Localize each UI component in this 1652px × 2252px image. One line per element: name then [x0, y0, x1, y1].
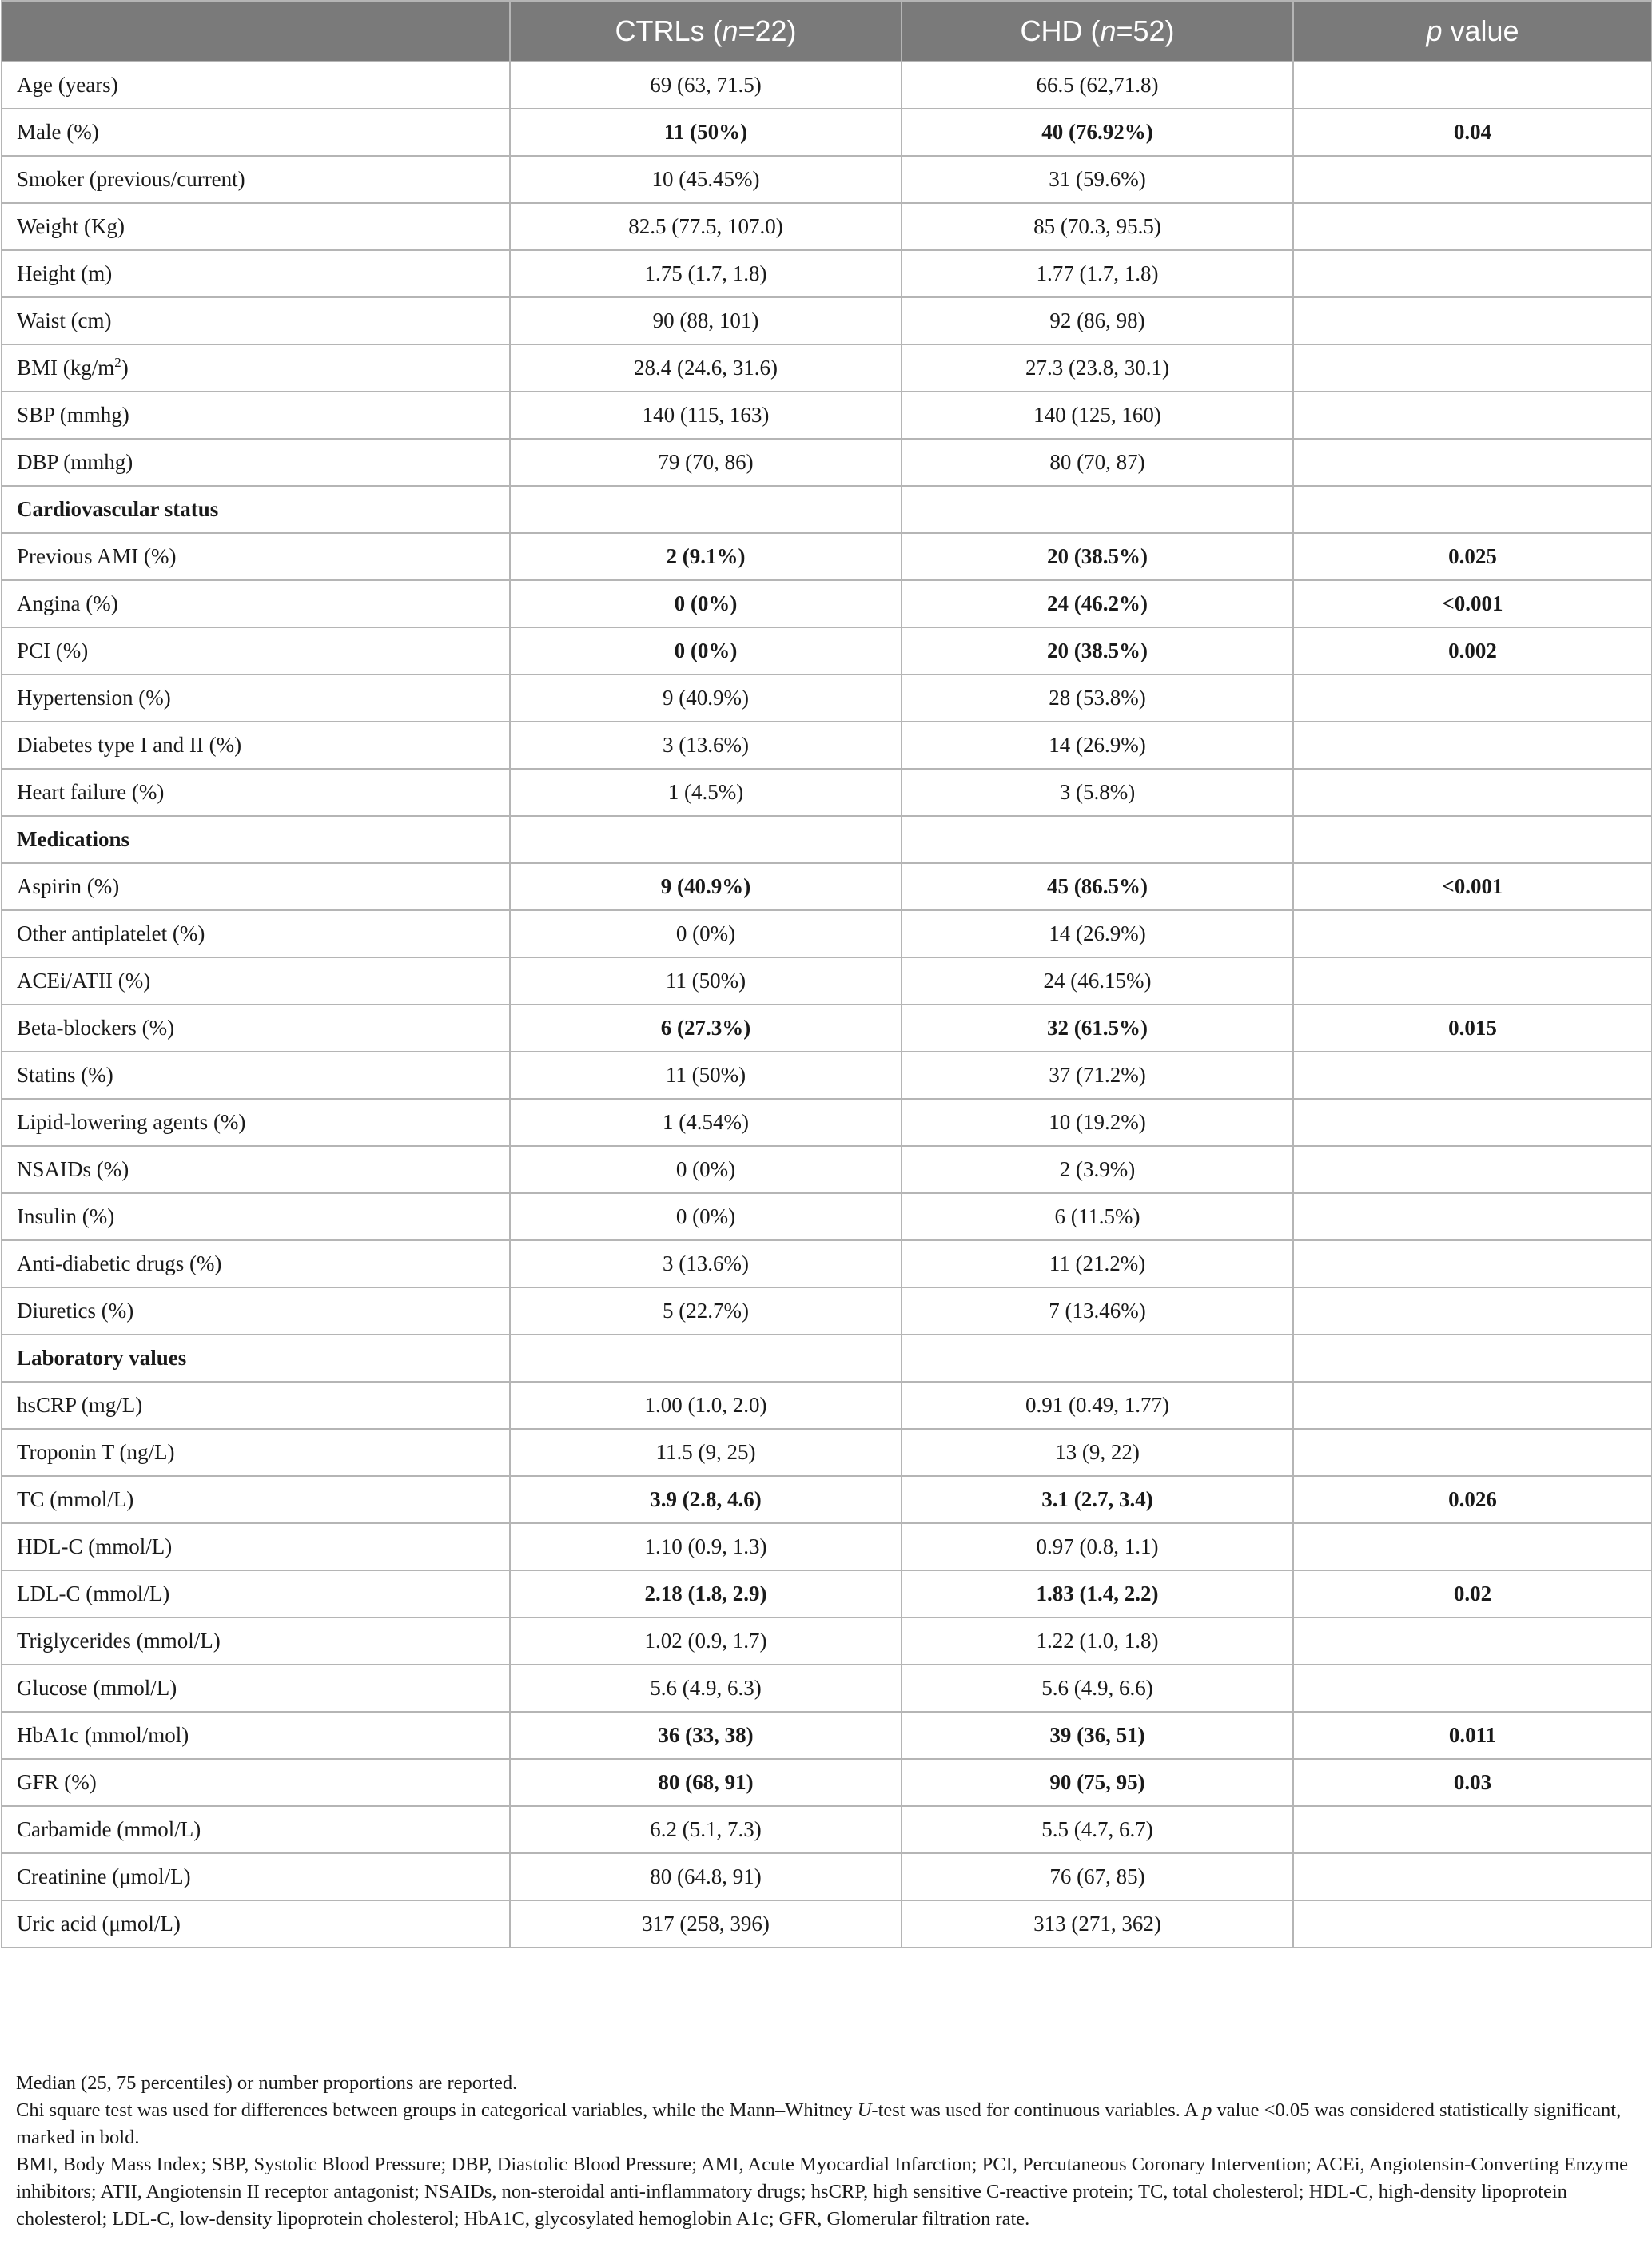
p-value: [1293, 1617, 1652, 1665]
p-value: [1293, 297, 1652, 344]
ctrl-value: 317 (258, 396): [510, 1900, 902, 1948]
chd-value: 90 (75, 95): [902, 1759, 1293, 1806]
table-row: [2, 1052, 1652, 1099]
p-value: [1293, 722, 1652, 769]
p-value: [1293, 816, 1652, 863]
p-value: [1293, 1099, 1652, 1146]
ctrl-value: 3 (13.6%): [510, 722, 902, 769]
table-row: [2, 1900, 1652, 1948]
row-label: Height (m): [2, 250, 510, 297]
chd-value: 20 (38.5%): [902, 627, 1293, 674]
header-chd: [902, 1, 1293, 62]
chd-value: 3 (5.8%): [902, 769, 1293, 816]
footnote-tests-u: U: [857, 2099, 872, 2121]
chd-value: 1.77 (1.7, 1.8): [902, 250, 1293, 297]
table-footnotes: [16, 2070, 1646, 2233]
ctrl-value: 1.75 (1.7, 1.8): [510, 250, 902, 297]
ctrl-value: 11 (50%): [510, 109, 902, 156]
ctrl-value: [510, 1335, 902, 1382]
ctrl-value: 0 (0%): [510, 580, 902, 627]
header-chd-prefix: CHD (: [1020, 14, 1101, 47]
table-row: [2, 1759, 1652, 1806]
row-label: Angina (%): [2, 580, 510, 627]
p-value: [1293, 1806, 1652, 1853]
table-row: [2, 1146, 1652, 1193]
chd-value: 37 (71.2%): [902, 1052, 1293, 1099]
footnote-median: Median (25, 75 percentiles) or number proportions are reported.: [16, 2072, 518, 2094]
ctrl-value: 10 (45.45%): [510, 156, 902, 203]
ctrl-value: [510, 816, 902, 863]
table-row: [2, 439, 1652, 486]
p-value: <0.001: [1293, 863, 1652, 910]
chd-value: 66.5 (62,71.8): [902, 62, 1293, 109]
chd-value: 80 (70, 87): [902, 439, 1293, 486]
row-label: LDL-C (mmol/L): [2, 1570, 510, 1617]
chd-value: 14 (26.9%): [902, 910, 1293, 957]
p-value: <0.001: [1293, 580, 1652, 627]
row-label: Waist (cm): [2, 297, 510, 344]
table-row: [2, 1570, 1652, 1617]
header-p-italic: p: [1426, 14, 1443, 47]
table-row: [2, 62, 1652, 109]
p-value: 0.04: [1293, 109, 1652, 156]
header-p-value: [1293, 1, 1652, 62]
table-row: [2, 297, 1652, 344]
p-value: [1293, 769, 1652, 816]
footnote-tests-c: value <0.05 was considered statistically significant, marked in bold.: [16, 2099, 1622, 2148]
p-value: 0.025: [1293, 533, 1652, 580]
ctrl-value: 5 (22.7%): [510, 1287, 902, 1335]
p-value: [1293, 1382, 1652, 1429]
row-label: Uric acid (μmol/L): [2, 1900, 510, 1948]
ctrl-value: 79 (70, 86): [510, 439, 902, 486]
row-label: Aspirin (%): [2, 863, 510, 910]
p-value: [1293, 250, 1652, 297]
table-row: [2, 109, 1652, 156]
row-label: PCI (%): [2, 627, 510, 674]
p-value: 0.02: [1293, 1570, 1652, 1617]
p-value: [1293, 1665, 1652, 1712]
footnote-abbreviations: BMI, Body Mass Index; SBP, Systolic Blood Pressure; DBP, Diastolic Blood Pressure; AMI, Acute Myocardial Infarction; PCI, Percutaneous Coronary Intervention; ACEi, Angiotensin-Converting Enzyme inhibitors; ATII, Angiotensin II receptor antagonist; NSAIDs, non-steroidal anti-inflammatory drugs; hsCRP, high sensitive C-reactive protein; TC, total cholesterol; HDL-C, high-density lipoprotein cholesterol; LDL-C, low-density lipoprotein cholesterol; HbA1C, glycosylated hemoglobin A1c; GFR, Glomerular filtration rate.: [16, 2154, 1628, 2230]
row-label: Diabetes type I and II (%): [2, 722, 510, 769]
p-value: [1293, 1146, 1652, 1193]
table-row: [2, 1476, 1652, 1523]
table-row: [2, 392, 1652, 439]
p-value: [1293, 674, 1652, 722]
row-label: Glucose (mmol/L): [2, 1665, 510, 1712]
table-header-row: [2, 1, 1652, 62]
row-label: Diuretics (%): [2, 1287, 510, 1335]
chd-value: 10 (19.2%): [902, 1099, 1293, 1146]
ctrl-value: 69 (63, 71.5): [510, 62, 902, 109]
table-row: [2, 910, 1652, 957]
chd-value: 27.3 (23.8, 30.1): [902, 344, 1293, 392]
chd-value: 1.83 (1.4, 2.2): [902, 1570, 1293, 1617]
row-label: Insulin (%): [2, 1193, 510, 1240]
ctrl-value: 1.10 (0.9, 1.3): [510, 1523, 902, 1570]
p-value: [1293, 156, 1652, 203]
ctrl-value: 1 (4.5%): [510, 769, 902, 816]
ctrl-value: 6 (27.3%): [510, 1005, 902, 1052]
header-chd-suffix: =52): [1116, 14, 1175, 47]
table-row: [2, 722, 1652, 769]
p-value: [1293, 1523, 1652, 1570]
header-ctrls-suffix: =22): [738, 14, 797, 47]
row-label: [2, 344, 510, 392]
chd-value: 13 (9, 22): [902, 1429, 1293, 1476]
ctrl-value: 9 (40.9%): [510, 863, 902, 910]
ctrl-value: 140 (115, 163): [510, 392, 902, 439]
table-row: [2, 1382, 1652, 1429]
row-label: Weight (Kg): [2, 203, 510, 250]
ctrl-value: 1.00 (1.0, 2.0): [510, 1382, 902, 1429]
footnote-tests-p: p: [1202, 2099, 1212, 2121]
table-row: [2, 580, 1652, 627]
ctrl-value: 2.18 (1.8, 2.9): [510, 1570, 902, 1617]
header-variable: [2, 1, 510, 62]
p-value: [1293, 439, 1652, 486]
baseline-characteristics-table: [1, 0, 1652, 1948]
chd-value: 0.97 (0.8, 1.1): [902, 1523, 1293, 1570]
chd-value: 45 (86.5%): [902, 863, 1293, 910]
p-value: 0.03: [1293, 1759, 1652, 1806]
p-value: [1293, 1193, 1652, 1240]
row-label: Laboratory values: [2, 1335, 510, 1382]
table-row: [2, 250, 1652, 297]
p-value: [1293, 392, 1652, 439]
ctrl-value: 0 (0%): [510, 627, 902, 674]
table-row: [2, 533, 1652, 580]
table-row: [2, 863, 1652, 910]
table-row: [2, 1193, 1652, 1240]
row-label: Heart failure (%): [2, 769, 510, 816]
ctrl-value: 36 (33, 38): [510, 1712, 902, 1759]
row-label: HbA1c (mmol/mol): [2, 1712, 510, 1759]
row-label: GFR (%): [2, 1759, 510, 1806]
chd-value: 5.5 (4.7, 6.7): [902, 1806, 1293, 1853]
chd-value: 1.22 (1.0, 1.8): [902, 1617, 1293, 1665]
table-row: [2, 627, 1652, 674]
ctrl-value: 0 (0%): [510, 1146, 902, 1193]
row-label: SBP (mmhg): [2, 392, 510, 439]
row-label: hsCRP (mg/L): [2, 1382, 510, 1429]
ctrl-value: 82.5 (77.5, 107.0): [510, 203, 902, 250]
table-row: [2, 1240, 1652, 1287]
footnote-tests-b: -test was used for continuous variables. A: [871, 2099, 1203, 2121]
ctrl-value: 9 (40.9%): [510, 674, 902, 722]
row-label: ACEi/ATII (%): [2, 957, 510, 1005]
table-row: [2, 1712, 1652, 1759]
p-value: [1293, 486, 1652, 533]
row-label: Other antiplatelet (%): [2, 910, 510, 957]
header-ctrls: [510, 1, 902, 62]
table-row: [2, 1806, 1652, 1853]
table-row: [2, 344, 1652, 392]
p-value: [1293, 203, 1652, 250]
ctrl-value: 11 (50%): [510, 1052, 902, 1099]
row-label: Male (%): [2, 109, 510, 156]
ctrl-value: 0 (0%): [510, 1193, 902, 1240]
row-label: Smoker (previous/current): [2, 156, 510, 203]
table-row: [2, 1853, 1652, 1900]
table-row: [2, 674, 1652, 722]
p-value: [1293, 1240, 1652, 1287]
chd-value: 85 (70.3, 95.5): [902, 203, 1293, 250]
footnote-tests: [16, 2097, 1646, 2151]
ctrl-value: 1 (4.54%): [510, 1099, 902, 1146]
chd-value: 140 (125, 160): [902, 392, 1293, 439]
chd-value: 3.1 (2.7, 3.4): [902, 1476, 1293, 1523]
chd-value: 24 (46.2%): [902, 580, 1293, 627]
p-value: [1293, 1287, 1652, 1335]
ctrl-value: 28.4 (24.6, 31.6): [510, 344, 902, 392]
chd-value: 5.6 (4.9, 6.6): [902, 1665, 1293, 1712]
row-label: Cardiovascular status: [2, 486, 510, 533]
row-label: HDL-C (mmol/L): [2, 1523, 510, 1570]
p-value: [1293, 1429, 1652, 1476]
ctrl-value: [510, 486, 902, 533]
ctrl-value: 0 (0%): [510, 910, 902, 957]
row-label: Carbamide (mmol/L): [2, 1806, 510, 1853]
chd-value: [902, 816, 1293, 863]
chd-value: 6 (11.5%): [902, 1193, 1293, 1240]
chd-value: 24 (46.15%): [902, 957, 1293, 1005]
chd-value: 92 (86, 98): [902, 297, 1293, 344]
ctrl-value: 3 (13.6%): [510, 1240, 902, 1287]
ctrl-value: 90 (88, 101): [510, 297, 902, 344]
row-label: Anti-diabetic drugs (%): [2, 1240, 510, 1287]
table-row: [2, 1099, 1652, 1146]
row-label: Troponin T (ng/L): [2, 1429, 510, 1476]
row-label: Previous AMI (%): [2, 533, 510, 580]
ctrl-value: 3.9 (2.8, 4.6): [510, 1476, 902, 1523]
row-label: Age (years): [2, 62, 510, 109]
row-label-after: ): [121, 356, 129, 380]
p-value: [1293, 62, 1652, 109]
ctrl-value: 11 (50%): [510, 957, 902, 1005]
row-label: Hypertension (%): [2, 674, 510, 722]
table-row: [2, 1617, 1652, 1665]
chd-value: 20 (38.5%): [902, 533, 1293, 580]
header-chd-n: n: [1100, 14, 1117, 47]
table-row: [2, 1523, 1652, 1570]
row-label: Medications: [2, 816, 510, 863]
row-label: Creatinine (μmol/L): [2, 1853, 510, 1900]
p-value: 0.015: [1293, 1005, 1652, 1052]
chd-value: 31 (59.6%): [902, 156, 1293, 203]
row-label: Lipid-lowering agents (%): [2, 1099, 510, 1146]
chd-value: 0.91 (0.49, 1.77): [902, 1382, 1293, 1429]
row-label: Beta-blockers (%): [2, 1005, 510, 1052]
p-value: 0.026: [1293, 1476, 1652, 1523]
row-label: Statins (%): [2, 1052, 510, 1099]
table-section-row: [2, 486, 1652, 533]
p-value: 0.011: [1293, 1712, 1652, 1759]
ctrl-value: 80 (68, 91): [510, 1759, 902, 1806]
header-p-rest: value: [1442, 14, 1519, 47]
p-value: [1293, 957, 1652, 1005]
header-ctrls-n: n: [722, 14, 738, 47]
table-section-row: [2, 816, 1652, 863]
row-label: TC (mmol/L): [2, 1476, 510, 1523]
table-row: [2, 203, 1652, 250]
row-label: Triglycerides (mmol/L): [2, 1617, 510, 1665]
ctrl-value: 1.02 (0.9, 1.7): [510, 1617, 902, 1665]
ctrl-value: 5.6 (4.9, 6.3): [510, 1665, 902, 1712]
p-value: [1293, 1052, 1652, 1099]
row-label: DBP (mmhg): [2, 439, 510, 486]
table-row: [2, 1665, 1652, 1712]
ctrl-value: 2 (9.1%): [510, 533, 902, 580]
ctrl-value: 6.2 (5.1, 7.3): [510, 1806, 902, 1853]
footnote-tests-a: Chi square test was used for differences between groups in categorical variables, while the Mann–Whitney: [16, 2099, 858, 2121]
chd-value: 39 (36, 51): [902, 1712, 1293, 1759]
header-ctrls-prefix: CTRLs (: [615, 14, 723, 47]
chd-value: 40 (76.92%): [902, 109, 1293, 156]
p-value: [1293, 1335, 1652, 1382]
table-row: [2, 769, 1652, 816]
ctrl-value: 11.5 (9, 25): [510, 1429, 902, 1476]
table-row: [2, 1005, 1652, 1052]
row-label-text: BMI (kg/m: [17, 356, 115, 380]
row-label-sup: 2: [114, 355, 121, 370]
p-value: 0.002: [1293, 627, 1652, 674]
table-row: [2, 1287, 1652, 1335]
p-value: [1293, 1900, 1652, 1948]
table-row: [2, 156, 1652, 203]
p-value: [1293, 910, 1652, 957]
p-value: [1293, 1853, 1652, 1900]
chd-value: 32 (61.5%): [902, 1005, 1293, 1052]
p-value: [1293, 344, 1652, 392]
chd-value: 28 (53.8%): [902, 674, 1293, 722]
table-row: [2, 957, 1652, 1005]
chd-value: [902, 486, 1293, 533]
chd-value: 14 (26.9%): [902, 722, 1293, 769]
table-row: [2, 1429, 1652, 1476]
row-label: NSAIDs (%): [2, 1146, 510, 1193]
chd-value: 11 (21.2%): [902, 1240, 1293, 1287]
chd-value: [902, 1335, 1293, 1382]
chd-value: 313 (271, 362): [902, 1900, 1293, 1948]
table-body: [2, 62, 1652, 1948]
chd-value: 7 (13.46%): [902, 1287, 1293, 1335]
chd-value: 2 (3.9%): [902, 1146, 1293, 1193]
chd-value: 76 (67, 85): [902, 1853, 1293, 1900]
table-section-row: [2, 1335, 1652, 1382]
ctrl-value: 80 (64.8, 91): [510, 1853, 902, 1900]
